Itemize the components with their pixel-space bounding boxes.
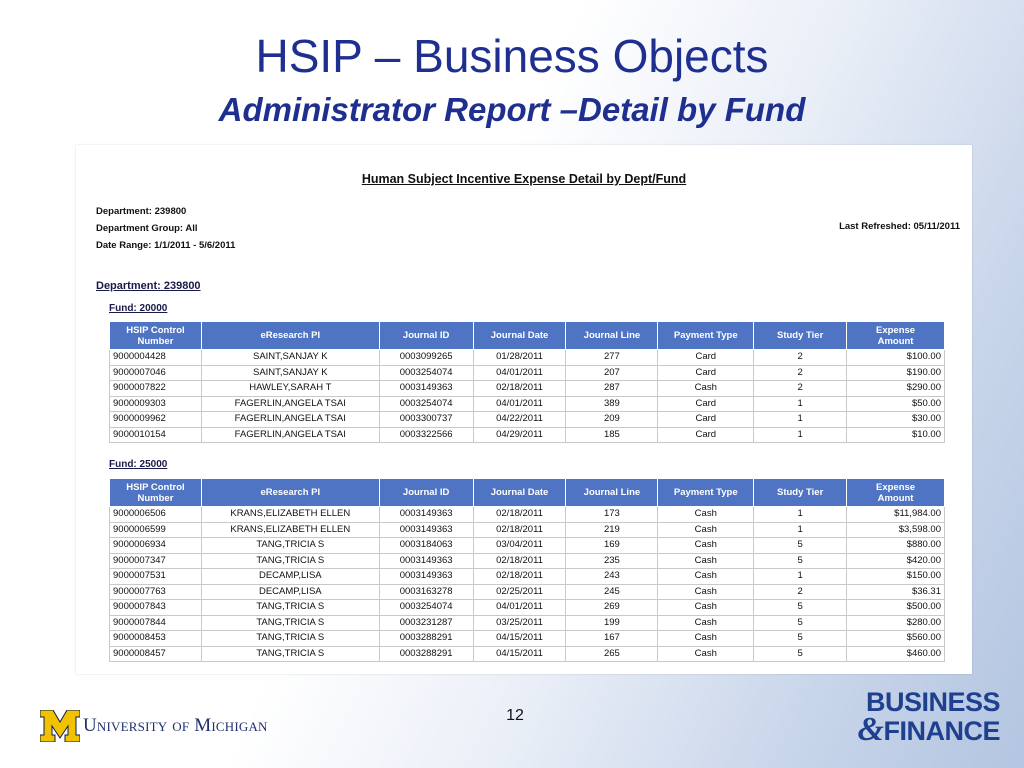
journal-date-cell: 03/04/2011 — [473, 538, 566, 554]
payment-type-cell: Cash — [658, 538, 754, 554]
journal-id-cell: 0003288291 — [379, 646, 473, 662]
block-m-icon — [40, 710, 80, 742]
journal-date-cell: 04/15/2011 — [473, 646, 566, 662]
hsip-number-cell: 9000009962 — [110, 412, 202, 428]
pi-cell: TANG,TRICIA S — [201, 646, 379, 662]
um-wordmark: University of Michigan — [83, 715, 268, 736]
journal-date-cell: 04/01/2011 — [473, 600, 566, 616]
study-tier-cell: 5 — [754, 646, 847, 662]
table-row — [110, 553, 945, 569]
payment-type-cell: Cash — [658, 631, 754, 647]
pi-cell: FAGERLIN,ANGELA TSAI — [201, 396, 379, 412]
study-tier-cell: 2 — [754, 365, 847, 381]
fund-heading: Fund: 25000 — [109, 459, 168, 470]
expense-amount-cell: $10.00 — [847, 427, 945, 443]
expense-amount-cell: $30.00 — [847, 412, 945, 428]
payment-type-cell: Card — [658, 412, 754, 428]
journal-id-cell: 0003300737 — [379, 412, 473, 428]
fund-table-body — [110, 507, 945, 662]
journal-line-cell: 169 — [566, 538, 658, 554]
journal-date-cell: 02/18/2011 — [473, 522, 566, 538]
study-tier-cell: 1 — [754, 412, 847, 428]
study-tier-cell: 1 — [754, 569, 847, 585]
slide-title: HSIP – Business Objects — [255, 30, 769, 82]
study-tier-cell: 1 — [754, 396, 847, 412]
expense-amount-cell: $150.00 — [847, 569, 945, 585]
col-header-hsip-line1: HSIP Control — [126, 481, 185, 493]
col-header-amount-line1: Expense — [875, 481, 916, 493]
study-tier-cell: 2 — [754, 381, 847, 397]
report-title: Human Subject Incentive Expense Detail by Dept/Fund — [361, 172, 687, 186]
journal-date-cell: 04/15/2011 — [473, 631, 566, 647]
pi-cell: TANG,TRICIA S — [201, 600, 379, 616]
hsip-number-cell: 9000007763 — [110, 584, 202, 600]
study-tier-cell: 1 — [754, 507, 847, 523]
table-row — [110, 381, 945, 397]
fund-table-body — [110, 350, 945, 443]
col-header-amount-line2: Amount — [877, 492, 914, 504]
payment-type-cell: Cash — [658, 600, 754, 616]
col-header-study-tier: Study Tier — [754, 479, 847, 507]
table-row — [110, 615, 945, 631]
col-header-study-tier: Study Tier — [754, 322, 847, 350]
col-header-journal-date: Journal Date — [473, 322, 566, 350]
journal-date-cell: 02/18/2011 — [473, 507, 566, 523]
journal-line-cell: 265 — [566, 646, 658, 662]
payment-type-cell: Card — [658, 396, 754, 412]
department-line: Department: 239800 — [96, 206, 187, 217]
journal-id-cell: 0003149363 — [379, 381, 473, 397]
journal-date-cell: 04/01/2011 — [473, 396, 566, 412]
journal-date-cell: 02/18/2011 — [473, 569, 566, 585]
hsip-number-cell: 9000007046 — [110, 365, 202, 381]
last-refreshed-line: Last Refreshed: 05/11/2011 — [839, 221, 960, 232]
col-header-hsip — [110, 479, 202, 507]
journal-date-cell: 01/28/2011 — [473, 350, 566, 366]
expense-amount-cell: $190.00 — [847, 365, 945, 381]
page-number: 12 — [506, 707, 524, 724]
journal-line-cell: 185 — [566, 427, 658, 443]
pi-cell: DECAMP,LISA — [201, 584, 379, 600]
col-header-pi: eResearch PI — [201, 479, 379, 507]
col-header-pi: eResearch PI — [201, 322, 379, 350]
payment-type-cell: Cash — [658, 381, 754, 397]
journal-line-cell: 245 — [566, 584, 658, 600]
pi-cell: KRANS,ELIZABETH ELLEN — [201, 507, 379, 523]
study-tier-cell: 1 — [754, 522, 847, 538]
journal-date-cell: 02/25/2011 — [473, 584, 566, 600]
table-row — [110, 365, 945, 381]
journal-id-cell: 0003149363 — [379, 507, 473, 523]
col-header-journal-line: Journal Line — [566, 322, 658, 350]
journal-line-cell: 277 — [566, 350, 658, 366]
journal-id-cell: 0003149363 — [379, 522, 473, 538]
expense-amount-cell: $290.00 — [847, 381, 945, 397]
table-row — [110, 646, 945, 662]
col-header-amount-line2: Amount — [877, 335, 914, 347]
journal-line-cell: 243 — [566, 569, 658, 585]
journal-line-cell: 287 — [566, 381, 658, 397]
col-header-hsip-line1: HSIP Control — [126, 324, 185, 336]
journal-id-cell: 0003163278 — [379, 584, 473, 600]
bf-wordmark-finance: FINANCE — [883, 716, 1000, 746]
journal-id-cell: 0003231287 — [379, 615, 473, 631]
col-header-amount — [847, 322, 945, 350]
journal-id-cell: 0003149363 — [379, 569, 473, 585]
fund-heading: Fund: 20000 — [109, 303, 168, 314]
expense-amount-cell: $3,598.00 — [847, 522, 945, 538]
journal-line-cell: 167 — [566, 631, 658, 647]
department-group-line: Department Group: All — [96, 223, 198, 234]
expense-amount-cell: $420.00 — [847, 553, 945, 569]
pi-cell: HAWLEY,SARAH T — [201, 381, 379, 397]
journal-line-cell: 389 — [566, 396, 658, 412]
slide-subtitle: Administrator Report –Detail by Fund — [218, 91, 806, 128]
payment-type-cell: Cash — [658, 615, 754, 631]
study-tier-cell: 1 — [754, 427, 847, 443]
hsip-number-cell: 9000007347 — [110, 553, 202, 569]
journal-id-cell: 0003254074 — [379, 600, 473, 616]
col-header-payment-type: Payment Type — [658, 479, 754, 507]
col-header-hsip-line2: Number — [137, 335, 174, 347]
journal-id-cell: 0003149363 — [379, 553, 473, 569]
department-heading: Department: 239800 — [96, 280, 201, 292]
col-header-hsip-line2: Number — [137, 492, 174, 504]
payment-type-cell: Cash — [658, 584, 754, 600]
bf-wordmark-line2 — [820, 711, 1000, 748]
journal-id-cell: 0003288291 — [379, 631, 473, 647]
study-tier-cell: 2 — [754, 350, 847, 366]
payment-type-cell: Cash — [658, 522, 754, 538]
payment-type-cell: Cash — [658, 553, 754, 569]
payment-type-cell: Card — [658, 350, 754, 366]
payment-type-cell: Card — [658, 365, 754, 381]
table-row — [110, 522, 945, 538]
hsip-number-cell: 9000007844 — [110, 615, 202, 631]
table-row — [110, 427, 945, 443]
pi-cell: DECAMP,LISA — [201, 569, 379, 585]
payment-type-cell: Card — [658, 427, 754, 443]
table-row — [110, 569, 945, 585]
study-tier-cell: 5 — [754, 538, 847, 554]
expense-amount-cell: $36.31 — [847, 584, 945, 600]
col-header-amount — [847, 479, 945, 507]
journal-line-cell: 173 — [566, 507, 658, 523]
table-row — [110, 350, 945, 366]
hsip-number-cell: 9000006599 — [110, 522, 202, 538]
bf-wordmark-line1: BUSINESS — [865, 687, 1000, 717]
col-header-journal-date: Journal Date — [473, 479, 566, 507]
col-header-hsip — [110, 322, 202, 350]
pi-cell: TANG,TRICIA S — [201, 538, 379, 554]
payment-type-cell: Cash — [658, 507, 754, 523]
date-range-line: Date Range: 1/1/2011 - 5/6/2011 — [96, 240, 236, 251]
hsip-number-cell: 9000004428 — [110, 350, 202, 366]
journal-date-cell: 02/18/2011 — [473, 381, 566, 397]
study-tier-cell: 5 — [754, 615, 847, 631]
hsip-number-cell: 9000006934 — [110, 538, 202, 554]
journal-date-cell: 04/22/2011 — [473, 412, 566, 428]
business-finance-logo — [820, 689, 1000, 746]
study-tier-cell: 5 — [754, 553, 847, 569]
payment-type-cell: Cash — [658, 646, 754, 662]
hsip-number-cell: 9000006506 — [110, 507, 202, 523]
hsip-number-cell: 9000007843 — [110, 600, 202, 616]
pi-cell: SAINT,SANJAY K — [201, 365, 379, 381]
pi-cell: TANG,TRICIA S — [201, 553, 379, 569]
hsip-number-cell: 9000008457 — [110, 646, 202, 662]
journal-line-cell: 269 — [566, 600, 658, 616]
journal-date-cell: 03/25/2011 — [473, 615, 566, 631]
journal-id-cell: 0003322566 — [379, 427, 473, 443]
expense-amount-cell: $100.00 — [847, 350, 945, 366]
study-tier-cell: 5 — [754, 631, 847, 647]
journal-date-cell: 04/01/2011 — [473, 365, 566, 381]
expense-amount-cell: $50.00 — [847, 396, 945, 412]
col-header-payment-type: Payment Type — [658, 322, 754, 350]
journal-date-cell: 04/29/2011 — [473, 427, 566, 443]
table-row — [110, 584, 945, 600]
col-header-amount-line1: Expense — [875, 324, 916, 336]
journal-line-cell: 219 — [566, 522, 658, 538]
pi-cell: FAGERLIN,ANGELA TSAI — [201, 427, 379, 443]
table-row — [110, 538, 945, 554]
hsip-number-cell: 9000008453 — [110, 631, 202, 647]
col-header-journal-id: Journal ID — [379, 479, 473, 507]
journal-date-cell: 02/18/2011 — [473, 553, 566, 569]
expense-amount-cell: $880.00 — [847, 538, 945, 554]
fund-table — [109, 478, 945, 662]
bf-ampersand: & — [857, 711, 884, 748]
table-row — [110, 507, 945, 523]
fund-table — [109, 321, 945, 443]
study-tier-cell: 5 — [754, 600, 847, 616]
journal-line-cell: 199 — [566, 615, 658, 631]
expense-amount-cell: $560.00 — [847, 631, 945, 647]
table-header-row — [110, 479, 945, 507]
col-header-journal-line: Journal Line — [566, 479, 658, 507]
table-row — [110, 412, 945, 428]
hsip-number-cell: 9000007822 — [110, 381, 202, 397]
table-header-row — [110, 322, 945, 350]
hsip-number-cell: 9000010154 — [110, 427, 202, 443]
journal-id-cell: 0003254074 — [379, 396, 473, 412]
study-tier-cell: 2 — [754, 584, 847, 600]
pi-cell: TANG,TRICIA S — [201, 631, 379, 647]
pi-cell: SAINT,SANJAY K — [201, 350, 379, 366]
table-row — [110, 631, 945, 647]
col-header-journal-id: Journal ID — [379, 322, 473, 350]
pi-cell: TANG,TRICIA S — [201, 615, 379, 631]
journal-line-cell: 235 — [566, 553, 658, 569]
journal-id-cell: 0003254074 — [379, 365, 473, 381]
hsip-number-cell: 9000007531 — [110, 569, 202, 585]
payment-type-cell: Cash — [658, 569, 754, 585]
report-panel — [76, 145, 972, 674]
journal-line-cell: 207 — [566, 365, 658, 381]
pi-cell: KRANS,ELIZABETH ELLEN — [201, 522, 379, 538]
expense-amount-cell: $460.00 — [847, 646, 945, 662]
journal-id-cell: 0003099265 — [379, 350, 473, 366]
journal-line-cell: 209 — [566, 412, 658, 428]
hsip-number-cell: 9000009303 — [110, 396, 202, 412]
university-of-michigan-logo — [40, 710, 268, 742]
pi-cell: FAGERLIN,ANGELA TSAI — [201, 412, 379, 428]
expense-amount-cell: $500.00 — [847, 600, 945, 616]
table-row — [110, 396, 945, 412]
table-row — [110, 600, 945, 616]
expense-amount-cell: $11,984.00 — [847, 507, 945, 523]
journal-id-cell: 0003184063 — [379, 538, 473, 554]
expense-amount-cell: $280.00 — [847, 615, 945, 631]
